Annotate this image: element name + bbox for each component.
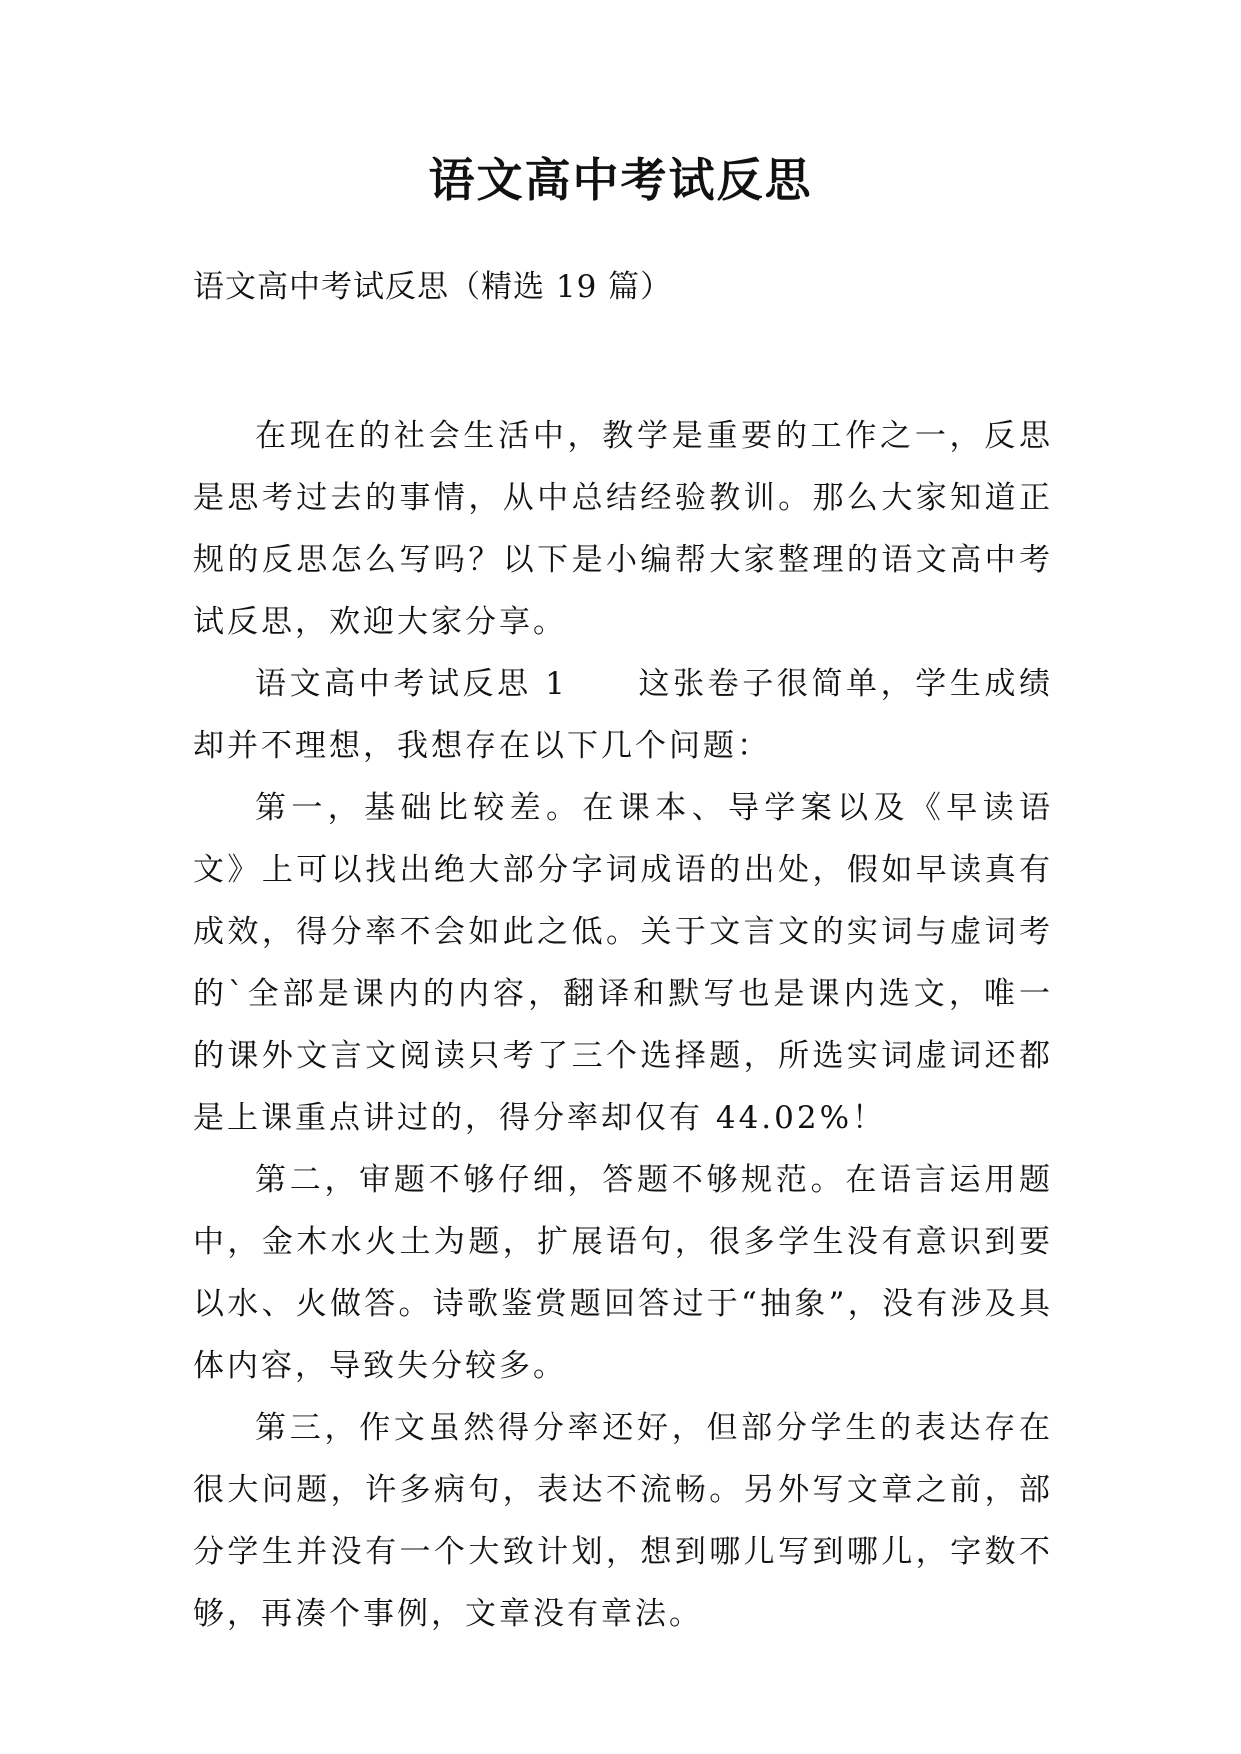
point-one-paragraph: 第一，基础比较差。在课本、导学案以及《早读语文》上可以找出绝大部分字词成语的出处，假如早读真有成效，得分率不会如此之低。关于文言文的实词与虚词考的`全部是课内的内容，翻译和默写也是课内选文，唯一的课外文言文阅读只考了三个选择题，所选实词虚词还都是上课重点讲过的，得分率却仅有 44.02%！ <box>193 790 1053 1136</box>
document-title: 语文高中考试反思 <box>428 153 813 207</box>
document-body <box>193 405 1053 1645</box>
document-subtitle: 语文高中考试反思（精选 19 篇） <box>193 269 673 305</box>
section-heading: 语文高中考试反思 1 <box>255 666 568 702</box>
point-two-paragraph: 第二，审题不够仔细，答题不够规范。在语言运用题中，金木水火土为题，扩展语句，很多学生没有意识到要以水、火做答。诗歌鉴赏题回答过于“抽象”，没有涉及具体内容，导致失分较多。 <box>193 1162 1053 1384</box>
point-three-paragraph: 第三，作文虽然得分率还好，但部分学生的表达存在很大问题，许多病句，表达不流畅。另外写文章之前，部分学生并没有一个大致计划，想到哪儿写到哪儿，字数不够，再凑个事例，文章没有章法。 <box>193 1410 1053 1632</box>
intro-paragraph: 在现在的社会生活中，教学是重要的工作之一，反思是思考过去的事情，从中总结经验教训。那么大家知道正规的反思怎么写吗？以下是小编帮大家整理的语文高中考试反思，欢迎大家分享。 <box>193 418 1053 640</box>
section-first-sentence: 这张卷子很简单，学生成绩却并不理想，我想存在以下几个问题： <box>193 666 1054 764</box>
section-paragraph <box>193 653 1053 777</box>
